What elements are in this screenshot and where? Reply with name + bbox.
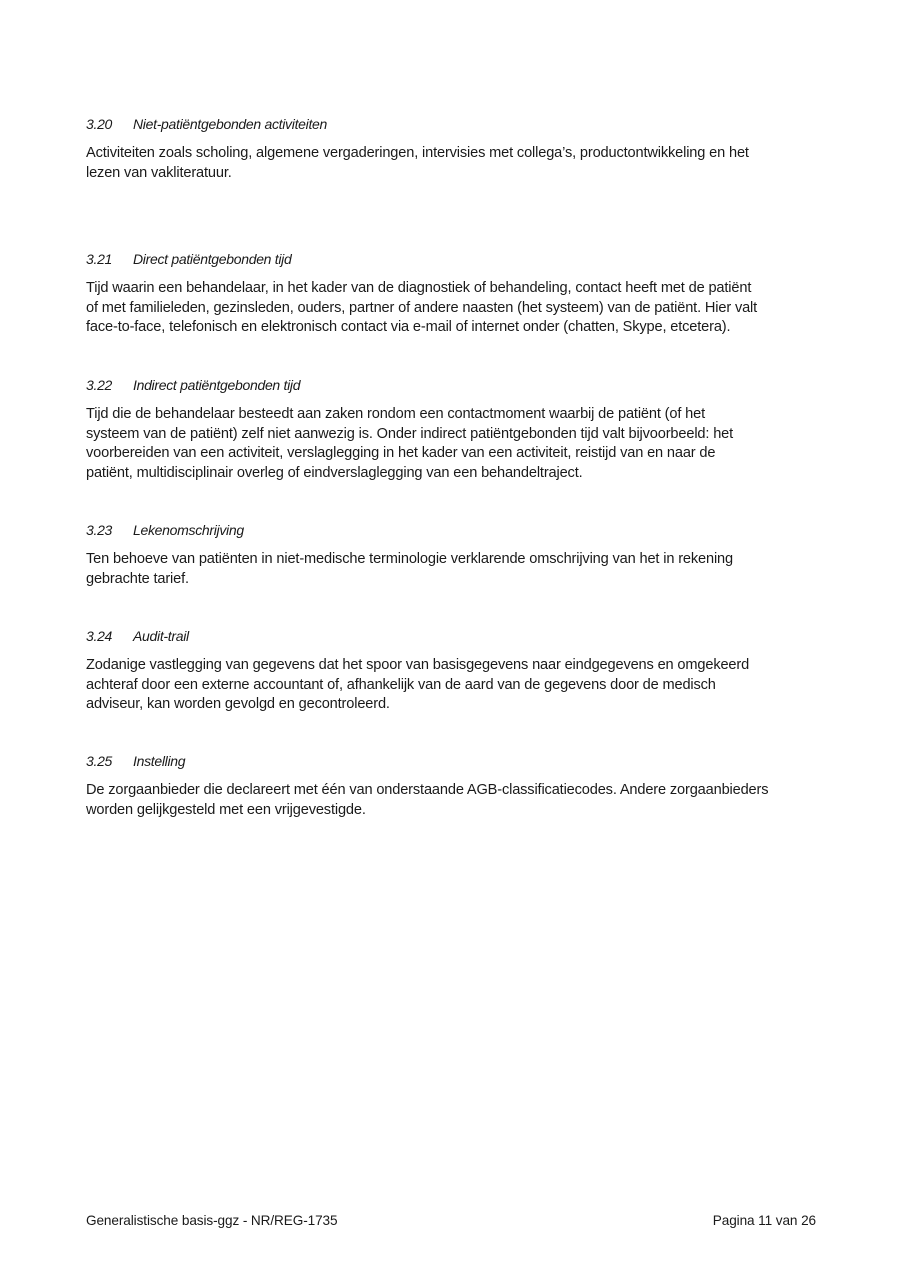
body-line: gebrachte tarief. bbox=[86, 570, 189, 587]
section-heading bbox=[86, 376, 826, 394]
section-heading bbox=[86, 521, 826, 539]
footer-page-number: Pagina 11 van 26 bbox=[712, 1213, 816, 1228]
footer-document-title: Generalistische basis-ggz - NR/REG-1735 bbox=[86, 1213, 338, 1228]
body-line: Activiteiten zoals scholing, algemene vergaderingen, intervisies met collega’s, productontwikkeling en het bbox=[86, 145, 749, 161]
section-body bbox=[86, 144, 826, 183]
section-title: Direct patiëntgebonden tijd bbox=[133, 251, 292, 267]
section-body bbox=[86, 405, 826, 484]
section-body bbox=[86, 656, 826, 715]
section-body bbox=[86, 550, 826, 589]
section-3-20 bbox=[86, 115, 826, 183]
body-line: De zorgaanbieder die declareert met één van onderstaande AGB-classificatiecodes. Andere zorgaanbieders bbox=[86, 782, 769, 798]
section-3-22 bbox=[86, 376, 826, 484]
body-line: Ten behoeve van patiënten in niet-medische terminologie verklarende omschrijving van het in rekening bbox=[86, 551, 733, 567]
section-number: 3.21 bbox=[86, 251, 113, 267]
section-number: 3.24 bbox=[86, 628, 113, 644]
section-heading bbox=[86, 752, 826, 770]
section-number: 3.23 bbox=[86, 522, 113, 538]
section-3-25 bbox=[86, 752, 826, 820]
section-heading bbox=[86, 115, 826, 133]
section-3-21 bbox=[86, 250, 826, 338]
section-title: Instelling bbox=[133, 753, 186, 769]
body-line: Zodanige vastlegging van gegevens dat het spoor van basisgegevens naar eindgegevens en omgekeerd bbox=[86, 657, 750, 673]
section-body bbox=[86, 781, 826, 820]
body-line: adviseur, kan worden gevolgd en gecontroleerd. bbox=[86, 696, 390, 713]
body-line: Tijd die de behandelaar besteedt aan zaken rondom een contactmoment waarbij de patiënt (of het bbox=[86, 406, 705, 422]
section-title: Lekenomschrijving bbox=[133, 522, 244, 538]
body-line: lezen van vakliteratuur. bbox=[86, 164, 232, 181]
body-line: Tijd waarin een behandelaar, in het kader van de diagnostiek of behandeling, contact heeft met de patiënt bbox=[86, 280, 752, 296]
section-number: 3.25 bbox=[86, 753, 113, 769]
section-title: Niet-patiëntgebonden activiteiten bbox=[133, 116, 328, 132]
section-number: 3.20 bbox=[86, 116, 113, 132]
section-title: Indirect patiëntgebonden tijd bbox=[133, 377, 301, 393]
body-line: face-to-face, telefonisch en elektronisch contact via e-mail of internet onder (chatten, Skype, etcetera). bbox=[86, 319, 731, 336]
body-line: systeem van de patiënt) zelf niet aanwezig is. Onder indirect patiëntgebonden tijd valt bijvoorbeeld: het bbox=[86, 425, 734, 442]
section-heading bbox=[86, 250, 826, 268]
page-footer bbox=[86, 1212, 816, 1230]
section-body bbox=[86, 279, 826, 338]
section-3-23 bbox=[86, 521, 826, 589]
section-heading bbox=[86, 627, 826, 645]
body-line: worden gelijkgesteld met een vrijgevestigde. bbox=[86, 801, 366, 818]
body-line: voorbereiden van een activiteit, verslaglegging in het kader van een activiteit, reistijd van en naar de bbox=[86, 445, 716, 462]
body-line: of met familieleden, gezinsleden, ouders, partner of andere naasten (het systeem) van de patiënt. Hier valt bbox=[86, 299, 758, 316]
body-line: achteraf door een externe accountant of, afhankelijk van de aard van de gegevens door de medisch bbox=[86, 676, 716, 693]
section-number: 3.22 bbox=[86, 377, 113, 393]
body-line: patiënt, multidisciplinair overleg of eindverslaglegging van een behandeltraject. bbox=[86, 465, 583, 482]
section-3-24 bbox=[86, 627, 826, 715]
section-title: Audit-trail bbox=[133, 628, 189, 644]
